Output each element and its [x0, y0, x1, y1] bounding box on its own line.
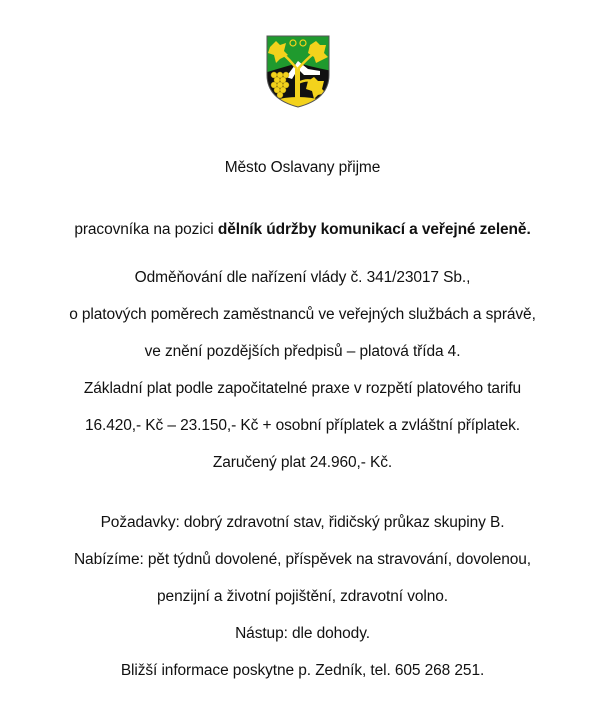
position-title: dělník údržby komunikací a veřejné zeleně. [217, 221, 531, 238]
requirements: Požadavky: dobrý zdravotní stav, řidičský průkaz skupiny B. [100, 514, 505, 531]
salary-line-4: Základní plat podle započitatelné praxe v rozpětí platového tarifu [83, 380, 522, 397]
offer-line-2: penzijní a životní pojištění, zdravotní volno. [157, 588, 448, 605]
salary-line-1: Odměňování dle nařízení vlády č. 341/23017 Sb., [134, 269, 471, 286]
start-date: Nástup: dle dohody. [235, 625, 370, 642]
contact-info: Bližší informace poskytne p. Zedník, tel. 605 268 251. [120, 662, 485, 679]
position-prefix: pracovníka na pozici [74, 221, 218, 238]
heading: Město Oslavany přijme [224, 159, 381, 176]
offer-line-1: Nabízíme: pět týdnů dovolené, příspěvek na stravování, dovolenou, [73, 551, 532, 568]
position-line [0, 220, 605, 240]
coat-of-arms-icon [264, 33, 332, 109]
salary-line-5: 16.420,- Kč – 23.150,- Kč + osobní příplatek a zvláštní příplatek. [85, 417, 520, 434]
salary-line-2: o platových poměrech zaměstnanců ve veřejných službách a správě, [69, 306, 536, 323]
guaranteed-salary: Zaručený plat 24.960,- Kč. [212, 454, 393, 471]
salary-line-3: ve znění pozdějších předpisů – platová třída 4. [144, 343, 461, 360]
